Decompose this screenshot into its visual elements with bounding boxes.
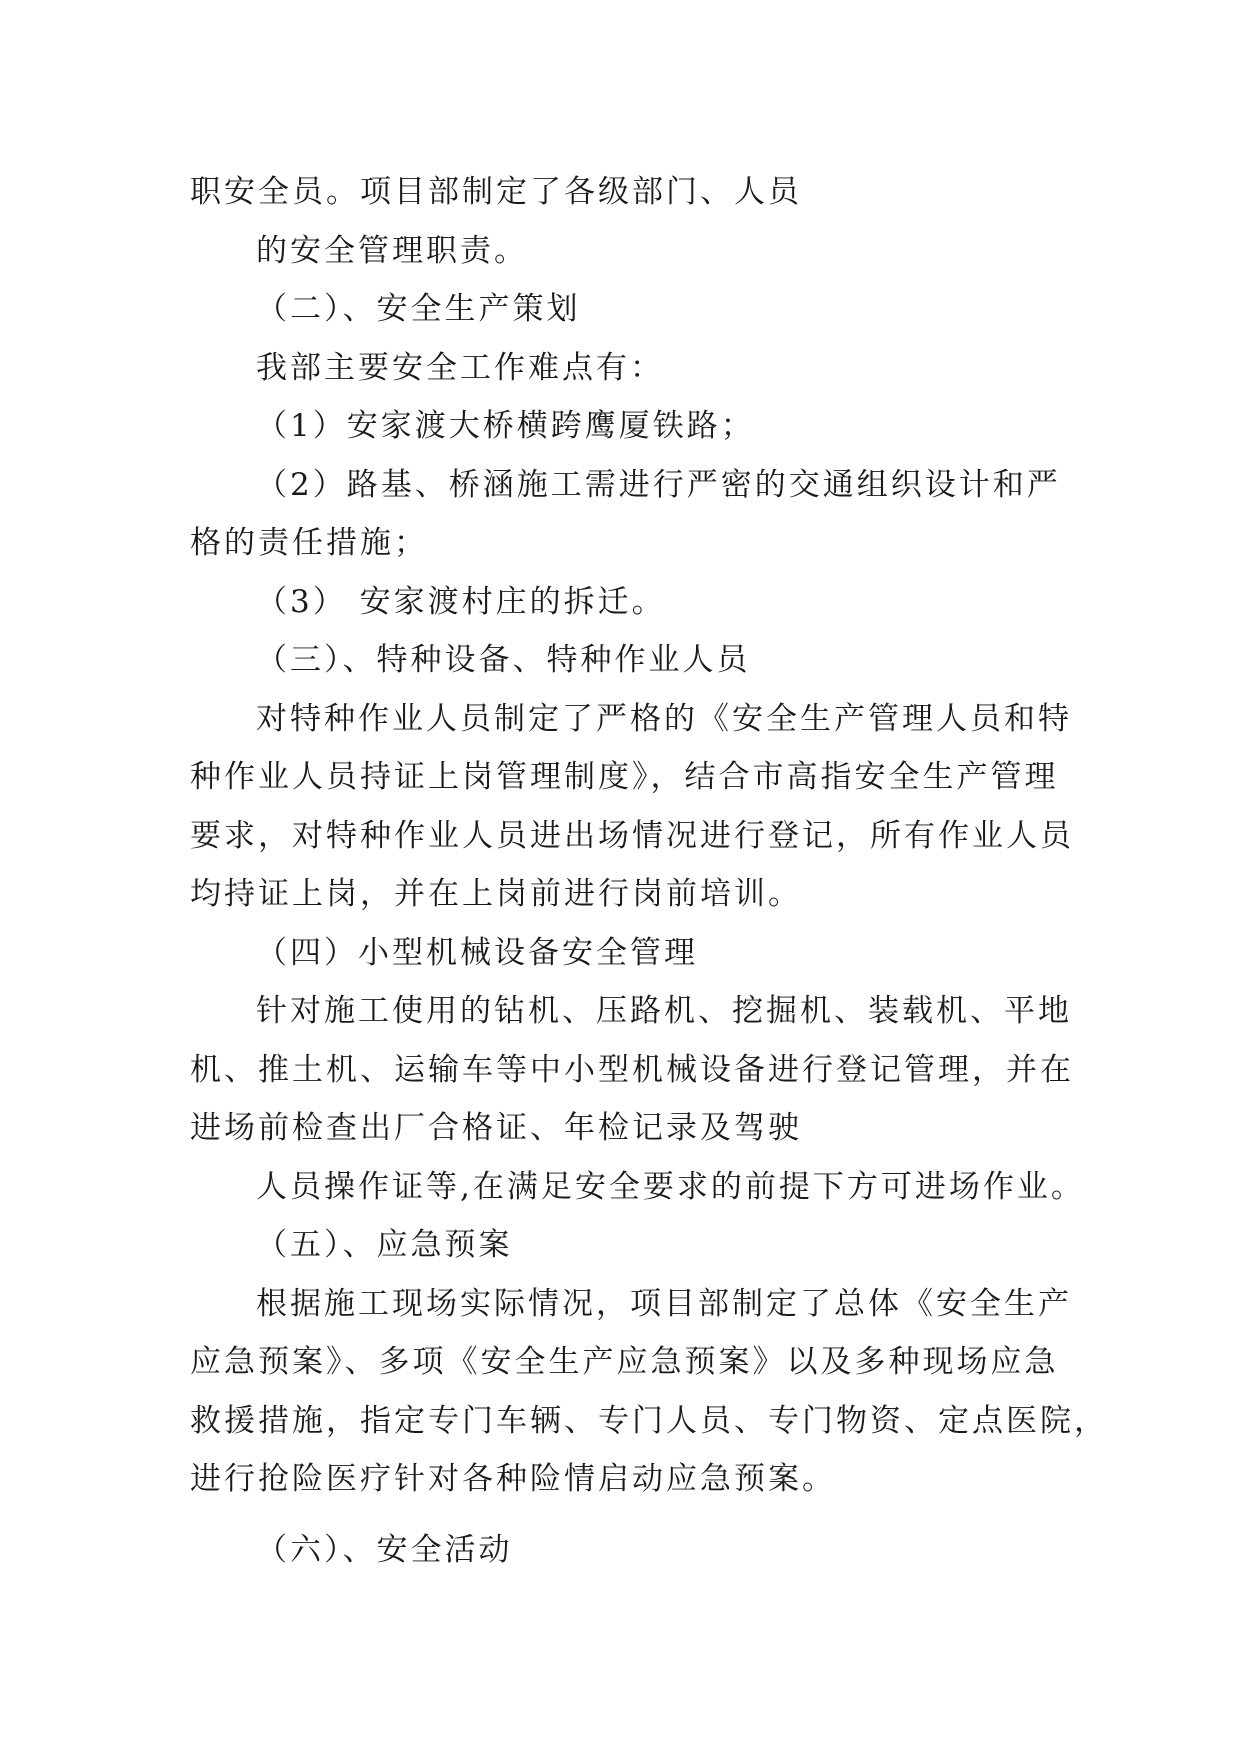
paragraph-line: 救援措施，指定专门车辆、专门人员、专门物资、定点医院， [190,1402,1108,1439]
paragraph-line: 均持证上岗，并在上岗前进行岗前培训。 [190,876,802,912]
list-item: （1）安家渡大桥横跨鹰厦铁路； [256,408,755,444]
paragraph-line: 应急预案》、多项《安全生产应急预案》以及多种现场应急 [190,1344,1059,1380]
paragraph-line: 进场前检查出厂合格证、年检记录及驾驶 [190,1110,802,1146]
paragraph-line: 进行抢险医疗针对各种险情启动应急预案。 [190,1461,836,1497]
section-heading: （六）、安全活动 [256,1531,513,1568]
paragraph-line: 对特种作业人员制定了严格的《安全生产管理人员和特 [256,700,1072,737]
paragraph-line: 要求，对特种作业人员进出场情况进行登记，所有作业人员 [190,817,1074,854]
section-heading: （三）、特种设备、特种作业人员 [256,642,751,678]
list-item: （3） 安家渡村庄的拆迁。 [256,583,666,620]
section-heading: （四）小型机械设备安全管理 [256,934,698,971]
paragraph-line: 职安全员。项目部制定了各级部门、人员 [190,174,802,210]
section-heading: （二）、安全生产策划 [256,291,581,327]
document-body [190,163,1108,1579]
section-heading: （五）、应急预案 [256,1227,513,1263]
list-item: （2）路基、桥涵施工需进行严密的交通组织设计和严 [256,466,1061,503]
paragraph-line: 根据施工现场实际情况，项目部制定了总体《安全生产 [256,1285,1072,1322]
paragraph-line: 我部主要安全工作难点有： [256,349,664,386]
paragraph-line: 人员操作证等,在满足安全要求的前提下方可进场作业。 [256,1168,1085,1205]
paragraph-line: 针对施工使用的钻机、压路机、挖掘机、装载机、平地 [256,993,1072,1029]
paragraph-line: 格的责任措施； [190,525,428,561]
paragraph-line: 机、推土机、运输车等中小型机械设备进行登记管理，并在 [190,1051,1074,1088]
paragraph-line: 的安全管理职责。 [256,232,528,269]
paragraph-line: 种作业人员持证上岗管理制度》，结合市高指安全生产管理 [190,759,1059,795]
